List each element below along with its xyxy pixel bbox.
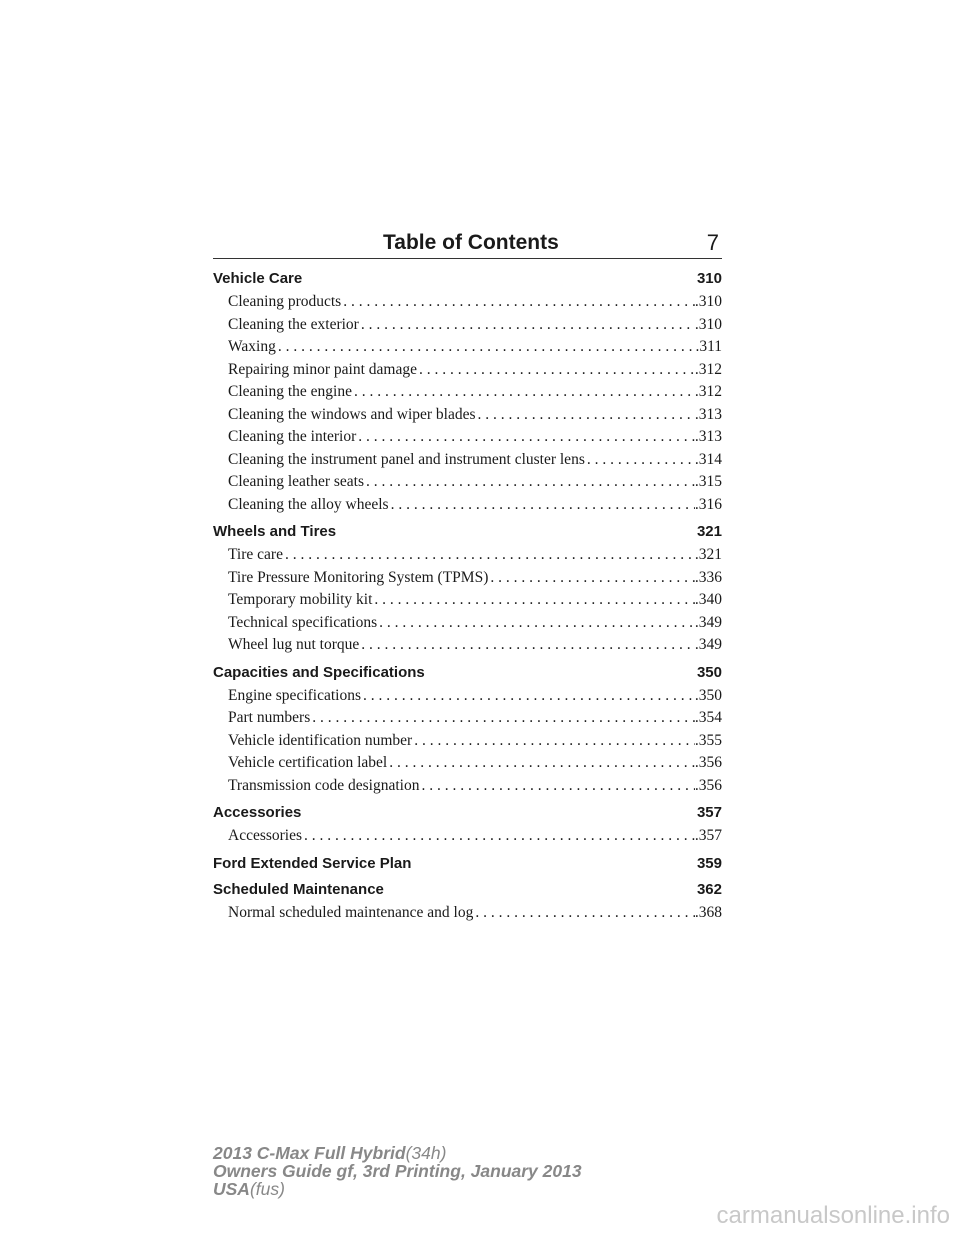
- toc-section: [213, 802, 722, 848]
- entry-page-number: .336: [694, 568, 722, 586]
- entry-page-number: .349: [694, 636, 722, 653]
- entry-page-number: .312: [694, 360, 722, 378]
- page-title: Table of Contents: [383, 231, 559, 254]
- entry-label: Cleaning the engine: [228, 383, 352, 400]
- dot-leader: [387, 752, 695, 775]
- entry-label: Temporary mobility kit: [228, 591, 373, 608]
- document-footer: [213, 1144, 582, 1198]
- toc-section: [213, 853, 722, 874]
- page-header: [213, 230, 722, 259]
- toc-entry[interactable]: [228, 494, 722, 517]
- entry-label: Tire Pressure Monitoring System (TPMS): [228, 568, 489, 586]
- entry-page-number: .356: [694, 754, 722, 771]
- entry-page-number: .312: [694, 383, 722, 400]
- entry-label: Transmission code designation: [228, 776, 420, 794]
- footer-market: USA: [213, 1179, 250, 1199]
- entry-page-number: .368: [694, 903, 722, 921]
- watermark: carmanualsonline.info: [716, 1202, 950, 1229]
- dot-leader: [364, 471, 695, 494]
- footer-line-3: [213, 1180, 582, 1198]
- toc-entry[interactable]: [228, 314, 722, 337]
- toc-entry[interactable]: [228, 449, 722, 472]
- entry-label: Repairing minor paint damage: [228, 360, 417, 378]
- toc-section-heading[interactable]: [213, 802, 722, 823]
- entry-page-number: .313: [694, 428, 722, 445]
- toc-entry[interactable]: [228, 336, 722, 359]
- entry-page-number: .349: [694, 613, 722, 631]
- toc-entry[interactable]: [228, 381, 722, 404]
- entry-page-number: .316: [694, 495, 722, 513]
- toc-entry[interactable]: [228, 567, 722, 590]
- section-page-number: 321: [696, 523, 722, 540]
- dot-leader: [417, 359, 695, 382]
- entry-label: Normal scheduled maintenance and log: [228, 903, 474, 921]
- entry-label: Cleaning the interior: [228, 428, 357, 445]
- toc-entry[interactable]: [228, 359, 722, 382]
- dot-leader: [488, 567, 695, 590]
- section-title: Accessories: [213, 804, 302, 821]
- toc-entry[interactable]: [228, 612, 722, 635]
- dot-leader: [412, 730, 695, 753]
- dot-leader: [419, 775, 694, 798]
- toc-section-heading[interactable]: [213, 521, 722, 542]
- entry-page-number: .354: [694, 709, 722, 726]
- dot-leader: [341, 291, 695, 314]
- footer-line-1: [213, 1144, 582, 1162]
- entry-page-number: .355: [694, 731, 722, 749]
- entry-label: Part numbers: [228, 709, 311, 726]
- dot-leader: [476, 404, 695, 427]
- entry-page-number: .311: [695, 338, 722, 355]
- section-page-number: 362: [696, 880, 722, 898]
- toc-section: [213, 879, 722, 925]
- section-page-number: 359: [696, 854, 722, 872]
- toc-entry[interactable]: [228, 775, 722, 798]
- dot-leader: [473, 902, 695, 925]
- entry-page-number: .313: [694, 405, 722, 423]
- entry-page-number: .321: [694, 546, 722, 563]
- entry-label: Tire care: [228, 546, 283, 563]
- page-number: 7: [706, 230, 719, 255]
- entry-label: Cleaning the exterior: [228, 315, 359, 333]
- dot-leader: [283, 544, 695, 567]
- entry-page-number: .357: [694, 827, 722, 844]
- entry-page-number: .315: [694, 473, 722, 490]
- table-of-contents: [213, 268, 722, 929]
- toc-section-heading[interactable]: [213, 662, 722, 683]
- entry-page-number: .350: [694, 686, 722, 704]
- toc-entry[interactable]: [228, 589, 722, 612]
- toc-section: [213, 268, 722, 516]
- section-title: Capacities and Specifications: [213, 663, 425, 681]
- entry-page-number: .310: [694, 293, 722, 310]
- entry-label: Wheel lug nut torque: [228, 636, 360, 653]
- dot-leader: [389, 494, 695, 517]
- dot-leader: [359, 634, 695, 657]
- footer-line-2: [213, 1162, 582, 1180]
- toc-entry[interactable]: [228, 730, 722, 753]
- section-title: Wheels and Tires: [213, 523, 337, 540]
- dot-leader: [302, 825, 695, 848]
- dot-leader: [310, 707, 695, 730]
- entry-label: Vehicle identification number: [228, 731, 413, 749]
- toc-section-heading[interactable]: [213, 268, 722, 289]
- dot-leader: [359, 314, 695, 337]
- entry-label: Cleaning products: [228, 293, 342, 310]
- entry-page-number: .356: [694, 776, 722, 794]
- section-page-number: 310: [696, 270, 722, 287]
- section-page-number: 350: [696, 663, 722, 681]
- toc-section-heading[interactable]: [213, 853, 722, 874]
- entry-label: Vehicle certification label: [228, 754, 388, 771]
- section-title: Ford Extended Service Plan: [213, 854, 412, 872]
- toc-entry[interactable]: [228, 544, 722, 567]
- toc-entry[interactable]: [228, 404, 722, 427]
- section-title: Scheduled Maintenance: [213, 880, 384, 898]
- dot-leader: [372, 589, 694, 612]
- entry-label: Waxing: [228, 338, 276, 355]
- entry-page-number: .310: [694, 315, 722, 333]
- toc-entry[interactable]: [228, 291, 722, 314]
- entry-page-number: .340: [694, 591, 722, 608]
- entry-label: Cleaning the alloy wheels: [228, 495, 389, 513]
- entry-label: Technical specifications: [228, 613, 378, 631]
- toc-section-heading[interactable]: [213, 879, 722, 900]
- toc-entry[interactable]: [228, 902, 722, 925]
- footer-printing: Owners Guide gf, 3rd Printing, January 2013: [213, 1161, 582, 1181]
- toc-entry[interactable]: [228, 752, 722, 775]
- toc-entry[interactable]: [228, 707, 722, 730]
- toc-entry[interactable]: [228, 426, 722, 449]
- entry-label: Cleaning leather seats: [228, 473, 365, 490]
- toc-entry[interactable]: [228, 471, 722, 494]
- entry-label: Cleaning the windows and wiper blades: [228, 405, 476, 423]
- footer-model-code: (34h): [405, 1143, 447, 1163]
- dot-leader: [361, 685, 695, 708]
- entry-label: Accessories: [228, 827, 303, 844]
- section-title: Vehicle Care: [213, 270, 303, 287]
- footer-market-code: (fus): [249, 1179, 285, 1199]
- dot-leader: [276, 336, 696, 359]
- entry-label: Cleaning the instrument panel and instrument cluster lens: [228, 450, 585, 468]
- dot-leader: [352, 381, 695, 404]
- toc-entry[interactable]: [228, 825, 722, 848]
- dot-leader: [356, 426, 695, 449]
- toc-section: [213, 521, 722, 657]
- toc-section: [213, 662, 722, 798]
- entry-label: Engine specifications: [228, 686, 361, 704]
- toc-entry[interactable]: [228, 685, 722, 708]
- section-page-number: 357: [696, 804, 722, 821]
- dot-leader: [377, 612, 695, 635]
- toc-entry[interactable]: [228, 634, 722, 657]
- dot-leader: [585, 449, 695, 472]
- entry-page-number: .314: [694, 450, 722, 468]
- footer-model: 2013 C-Max Full Hybrid: [213, 1143, 406, 1163]
